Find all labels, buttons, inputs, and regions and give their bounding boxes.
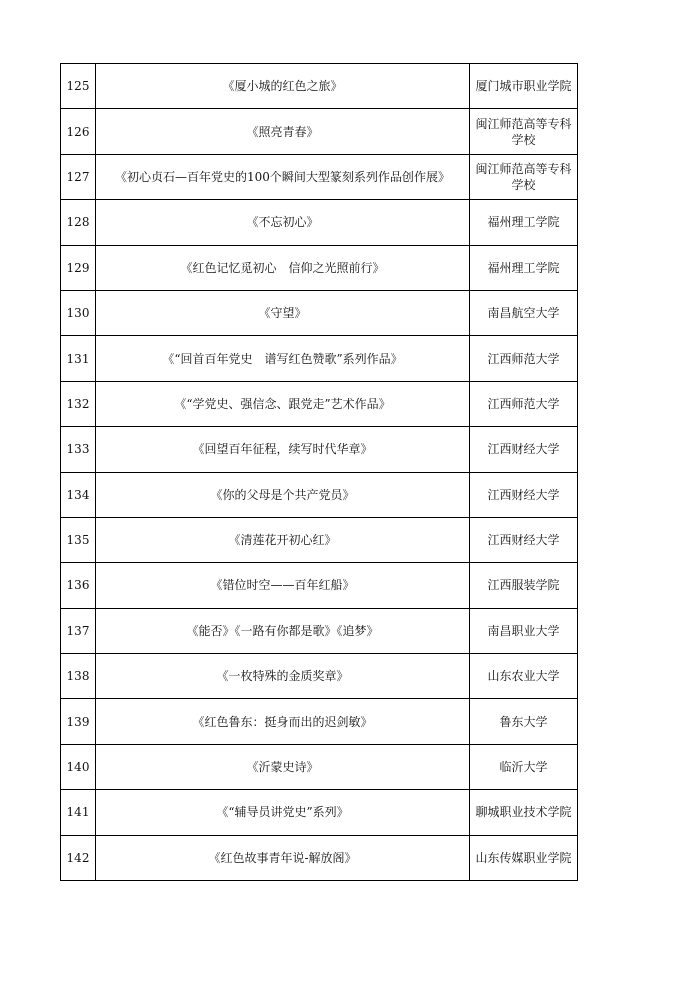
- award-list-table: [60, 63, 578, 881]
- row-number-cell: 133: [61, 427, 96, 472]
- row-number-cell: 142: [61, 835, 96, 880]
- row-number-cell: 127: [61, 154, 96, 199]
- work-title-cell: 《厦小城的红色之旅》: [96, 64, 470, 109]
- table-row: [61, 109, 578, 154]
- table-row: [61, 64, 578, 109]
- table-row: [61, 835, 578, 880]
- school-cell: 闽江师范高等专科学校: [470, 109, 578, 154]
- table-row: [61, 381, 578, 426]
- school-cell: 鲁东大学: [470, 699, 578, 744]
- table-row: [61, 200, 578, 245]
- table-row: [61, 290, 578, 335]
- table-row: [61, 472, 578, 517]
- school-cell: 南昌航空大学: [470, 290, 578, 335]
- table-row: [61, 790, 578, 835]
- school-cell: 山东农业大学: [470, 654, 578, 699]
- work-title-cell: 《能否》《一路有你都是歌》《追梦》: [96, 608, 470, 653]
- school-cell: 江西财经大学: [470, 472, 578, 517]
- row-number-cell: 129: [61, 245, 96, 290]
- work-title-cell: 《你的父母是个共产党员》: [96, 472, 470, 517]
- school-cell: 聊城职业技术学院: [470, 790, 578, 835]
- row-number-cell: 134: [61, 472, 96, 517]
- work-title-cell: 《一枚特殊的金质奖章》: [96, 654, 470, 699]
- school-cell: 临沂大学: [470, 744, 578, 789]
- row-number-cell: 131: [61, 336, 96, 381]
- row-number-cell: 141: [61, 790, 96, 835]
- table-row: [61, 744, 578, 789]
- table-body: [61, 64, 578, 881]
- work-title-cell: 《沂蒙史诗》: [96, 744, 470, 789]
- work-title-cell: 《守望》: [96, 290, 470, 335]
- school-cell: 福州理工学院: [470, 200, 578, 245]
- work-title-cell: 《红色记忆觅初心 信仰之光照前行》: [96, 245, 470, 290]
- row-number-cell: 126: [61, 109, 96, 154]
- work-title-cell: 《“学党史、强信念、跟党走”艺术作品》: [96, 381, 470, 426]
- work-title-cell: 《清莲花开初心红》: [96, 517, 470, 562]
- school-cell: 江西财经大学: [470, 517, 578, 562]
- table-row: [61, 517, 578, 562]
- table-row: [61, 654, 578, 699]
- table-row: [61, 608, 578, 653]
- table-row: [61, 154, 578, 199]
- row-number-cell: 125: [61, 64, 96, 109]
- school-cell: 闽江师范高等专科学校: [470, 154, 578, 199]
- school-cell: 南昌职业大学: [470, 608, 578, 653]
- work-title-cell: 《不忘初心》: [96, 200, 470, 245]
- table-row: [61, 563, 578, 608]
- row-number-cell: 137: [61, 608, 96, 653]
- work-title-cell: 《回望百年征程，续写时代华章》: [96, 427, 470, 472]
- row-number-cell: 130: [61, 290, 96, 335]
- table-row: [61, 699, 578, 744]
- row-number-cell: 140: [61, 744, 96, 789]
- work-title-cell: 《照亮青春》: [96, 109, 470, 154]
- row-number-cell: 128: [61, 200, 96, 245]
- work-title-cell: 《“回首百年党史 谱写红色赞歌”系列作品》: [96, 336, 470, 381]
- work-title-cell: 《红色鲁东：挺身而出的迟剑敏》: [96, 699, 470, 744]
- work-title-cell: 《错位时空——百年红船》: [96, 563, 470, 608]
- work-title-cell: 《红色故事青年说-解放阁》: [96, 835, 470, 880]
- row-number-cell: 136: [61, 563, 96, 608]
- table-row: [61, 245, 578, 290]
- school-cell: 江西师范大学: [470, 381, 578, 426]
- school-cell: 厦门城市职业学院: [470, 64, 578, 109]
- row-number-cell: 132: [61, 381, 96, 426]
- school-cell: 福州理工学院: [470, 245, 578, 290]
- table-row: [61, 427, 578, 472]
- school-cell: 山东传媒职业学院: [470, 835, 578, 880]
- row-number-cell: 139: [61, 699, 96, 744]
- school-cell: 江西师范大学: [470, 336, 578, 381]
- work-title-cell: 《“辅导员讲党史”系列》: [96, 790, 470, 835]
- work-title-cell: 《初心贞石—百年党史的100个瞬间大型篆刻系列作品创作展》: [96, 154, 470, 199]
- row-number-cell: 138: [61, 654, 96, 699]
- table-row: [61, 336, 578, 381]
- school-cell: 江西服装学院: [470, 563, 578, 608]
- school-cell: 江西财经大学: [470, 427, 578, 472]
- row-number-cell: 135: [61, 517, 96, 562]
